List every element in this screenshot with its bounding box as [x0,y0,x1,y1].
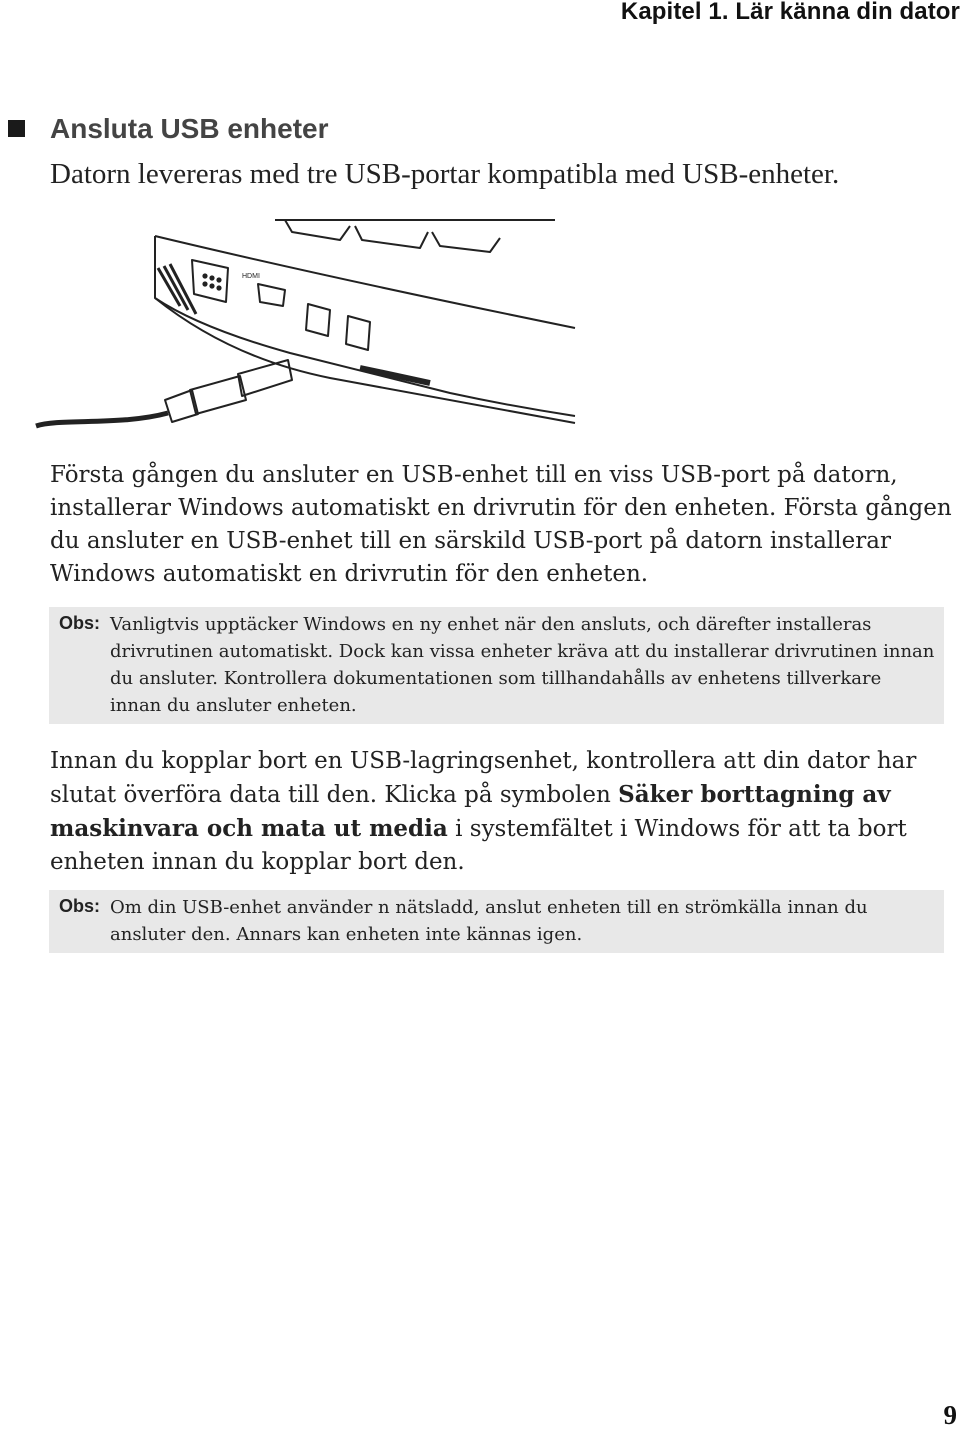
usb-port-1 [306,304,330,336]
key-2 [355,226,428,248]
vga-port [192,260,228,302]
paragraph-safe-removal-text-2: i systemfältet i Windows för att ta bort enheten innan du kopplar bort den. [50,816,907,875]
laptop-side-outline [155,236,575,416]
note-box-2 [49,890,944,953]
note-box-1 [49,607,944,724]
paragraph-safe-removal-text-1: Innan du kopplar bort en USB-lagringsenhet, kontrollera att din dator har slutat överföra data till den. Klicka på symbolen [50,748,917,808]
key-1 [285,220,350,240]
paragraph-safe-removal [50,745,955,879]
section-intro: Datorn levereras med tre USB-portar kompatibla med USB-enheter. [50,158,840,190]
note-label: Obs: [59,896,101,916]
safe-removal-link-text: Säker borttagning av maskinvara och mata ut media [50,781,891,842]
hdmi-port [258,284,285,306]
hdmi-port-label: HDMI [242,273,260,280]
note-text: Om din USB-enhet använder n nätsladd, anslut enheten till en strömkälla innan du ansluter den. Annars kan enheten inte kännas igen. [110,897,868,945]
card-slot [360,368,430,383]
section-bullet-icon [8,120,25,137]
usb-port-2 [346,316,370,350]
note-text: Vanligtvis upptäcker Windows en ny enhet när den ansluts, och därefter installeras drivrutinen automatiskt. Dock kan vissa enheter kräva att du installerar drivrutinen innan du ansluter. Kontrollera dokumentationen som tillhandahålls av enhetens tillverkare innan du ansluter enheten. [110,614,935,716]
note-label: Obs: [59,613,101,633]
usb-connection-illustration [30,218,580,430]
paragraph-driver-install: Första gången du ansluter en USB-enhet till en viss USB-port på datorn, installerar Windows automatiskt en drivrutin för den enheten. Första gången du ansluter en USB-enhet till en särskild USB-port på datorn installerar Windows automatiskt en drivrutin för den enheten. [50,462,952,587]
chapter-header: Kapitel 1. Lär känna din dator [620,0,960,25]
usb-plug-body [190,376,246,414]
key-3 [432,232,500,252]
section-title: Ansluta USB enheter [50,113,329,144]
usb-cable [36,413,168,426]
laptop-bottom-edge [155,298,575,423]
page-number: 9 [943,1400,957,1430]
